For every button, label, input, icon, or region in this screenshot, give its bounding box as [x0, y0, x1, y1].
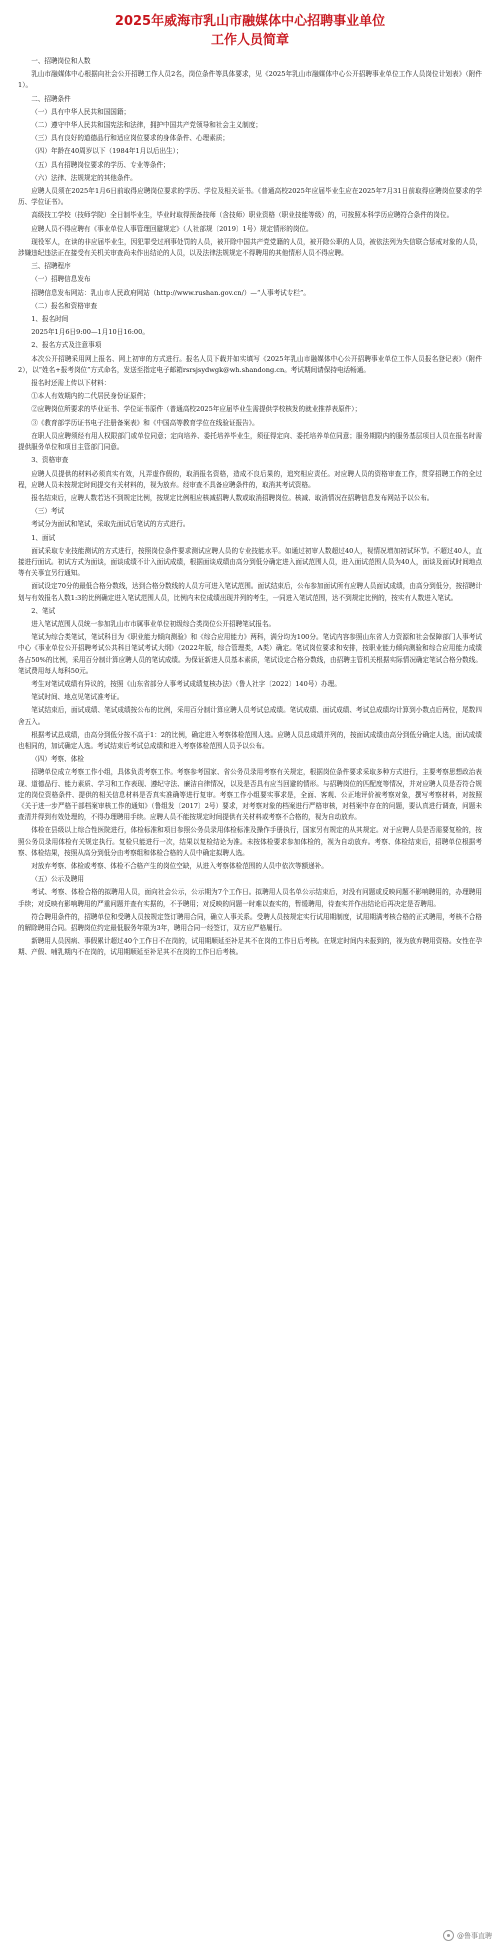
paragraph: （二）遵守中华人民共和国宪法和法律，拥护中国共产党领导和社会主义制度； [31, 121, 262, 130]
subsection-heading: 1、报名时间 [31, 315, 69, 324]
paragraph: 考试分为面试和笔试，采取先面试后笔试的方式进行。 [31, 520, 190, 529]
subsection-heading: 3、资格审查 [31, 456, 69, 465]
subsection-heading: （四）考察、体检 [31, 755, 84, 764]
watermark [443, 1930, 492, 1941]
paragraph: 应聘人员不得应聘有《事业单位人事管理回避规定》（人社部规〔2019〕1号）规定情形的岗位。 [31, 224, 313, 233]
paragraph: 体检在县级以上综合性医院进行，体检标准和项目参照公务员录用体检标准及操作手册执行，国家另有规定的从其规定。对于应聘人员是否需要复检的，按照公务员录用体检有关规定执行。复检只能进行一次，结果以复检结论为准。未按体检要求参加体检的，视为自动放弃。考察、体检结束后，招聘单位根据考察、体检结果，按照从高分到低分由考察组和体检合格的人员中确定拟聘人选。 [18, 826, 482, 857]
title-line-2: 工作人员简章 [210, 33, 289, 48]
paragraph: 报名时还需上传以下材料： [31, 379, 111, 388]
paragraph: 招聘信息发布网站：乳山市人民政府网站（http://www.rushan.gov.cn/）—“人事考试专栏”。 [31, 288, 310, 297]
paragraph: 对放弃考察、体检或考察、体检不合格产生的岗位空缺，从进入考察体检范围的人员中依次等额递补。 [31, 862, 328, 870]
subsection-heading: （二）报名和资格审查 [31, 301, 98, 310]
paragraph: （四）年龄在40周岁以下（1984年1月以后出生）； [31, 147, 183, 156]
paragraph: 进入笔试范围人员统一参加乳山市市属事业单位初级综合类岗位公开招聘笔试报名。 [31, 619, 276, 628]
paragraph: 根据考试总成绩，由高分到低分按不高于1：2的比例，确定进入考察体检范围人选。应聘人员总成绩并列的，按面试成绩由高分到低分确定人选，面试成绩也相同的，加试确定人选。考试结束后考试总成绩和进入考察体检范围人员予以公布。 [18, 730, 482, 750]
paragraph: （一）具有中华人民共和国国籍； [31, 107, 131, 116]
section-heading: 三、招聘程序 [31, 262, 71, 271]
paragraph: 笔试为综合类笔试，笔试科目为《职业能力倾向测验》和《综合应用能力》两科，满分均为100分。笔试内容参照山东省人力资源和社会保障部门人事考试中心《事业单位公开招聘考试公共科目笔试考试大纲》（2022年版，综合管理类，A类）确定。笔试岗位要求和安排，按职业能力倾向测验和综合应用能力成绩各占50%的比例，采用百分制计算应聘人员的笔试成绩。为保证新进人员基本素质，笔试设定合格分数线，由招聘主管机关根据实际情况确定笔试合格分数线。笔试费用每人每科50元。 [18, 633, 482, 675]
section-heading: 二、招聘条件 [31, 94, 71, 103]
paragraph: （五）具有招聘岗位要求的学历、专业等条件； [31, 160, 170, 169]
paragraph: 报名结束后，应聘人数若达不到规定比例，按规定比例相应核减招聘人数或取消招聘岗位。核减、取消情况在招聘信息发布网站予以公布。 [31, 493, 434, 502]
subsection-heading: 2、笔试 [31, 606, 56, 615]
paragraph: 面试采取专业技能测试的方式进行，按照岗位条件要求测试应聘人员的专业技能水平。如通过初审人数超过40人，视情况增加初试环节。不超过40人，直接进行面试。初试方式为面谈，面谈成绩不计入面试成绩，根据面谈成绩由高分到低分确定进入面试范围人员，进入面试范围人员为40人，面谈及面试时间地点等有关事宜另行通知。 [18, 546, 482, 578]
document-title [18, 12, 482, 50]
paragraph: 高级技工学校（技师学院）全日制毕业生，毕业时取得预备技师（含技师）职业资格（职业技能等级）的，可按照本科学历应聘符合条件的岗位。 [31, 211, 454, 220]
subsection-heading: 1、面试 [31, 533, 56, 542]
paragraph: （三）具有良好的道德品行和适应岗位要求的身体条件、心理素质； [31, 134, 229, 143]
title-line-1: 2025年威海市乳山市融媒体中心招聘事业单位 [114, 14, 386, 29]
paragraph: 考生对笔试成绩有异议的，按照《山东省部分人事考试成绩复核办法》（鲁人社字〔2022〕140号）办理。 [31, 679, 341, 688]
paragraph: 招聘单位成立考察工作小组，具体负责考察工作。考察参考国家、省公务员录用考察有关规定，根据岗位条件要求采取多种方式进行，主要考察思想政治表现、道德品行、能力素质、学习和工作表现、遵纪守法、廉洁自律情况，以及是否具有应当回避的情形。与招聘岗位的匹配度等情况，并对应聘人员是否符合规定的岗位资格条件、提供的相关信息材料是否真实准确等进行复审。考察工作小组要实事求是，全面、客观、公正地评价被考察对象，撰写考察材料，对按照《关于进一步严格干部档案审核工作的通知》（鲁组发〔2017〕2号）要求，对考察对象的档案进行严格审核，对档案中存在的问题，要认真进行调查，问题未查清并得到有效处理的，不得办理聘用手续。应聘人员不能按规定时间提供有关材料或考察不合格的，视为自动放弃。 [18, 768, 482, 822]
paragraph: ③《教育部学历证书电子注册备案表》和《中国高等教育学位在线验证报告》。 [31, 418, 259, 427]
paragraph: ②应聘岗位所要求的毕业证书、学位证书原件（普通高校2025年应届毕业生需提供学校核发的就业推荐表原件）； [31, 405, 362, 414]
paragraph: 面试设定70分的最低合格分数线，达到合格分数线的人员方可进入笔试范围。面试结束后，公布参加面试所有应聘人员面试成绩，由高分到低分，按招聘计划与有效报名人数1:3的比例确定进入笔试范围人员，比例内末位成绩出现并列的考生，一同进入笔试范围，达不到规定比例的，按实有人数进入笔试。 [18, 582, 482, 602]
weibo-logo-icon [443, 1930, 454, 1941]
paragraph: 应聘人员提供的材料必须真实有效，凡弄虚作假的，取消报名资格，造成不良后果的，追究相应责任。对应聘人员的资格审查工作，贯穿招聘工作的全过程，应聘人员未按规定时间提交有关材料的，视为放弃。经审查不具备应聘条件的，取消其考试资格。 [18, 469, 482, 489]
paragraph: 本次公开招聘采用网上报名、网上初审的方式进行。报名人员下载并如实填写《2025年乳山市融媒体中心公开招聘事业单位工作人员报名登记表》（附件2），以“姓名+报考岗位”方式命名，发送至指定电子邮箱rsrsjsydwgk@wh.shandong.cn。考试期间请保持电话畅通。 [18, 354, 482, 374]
paragraph: 在职人员应聘须经有用人权限部门或单位同意；定向培养、委托培养毕业生，须征得定向、委托培养单位同意；服务期限内的服务基层项目人员在报名时需提供服务单位和项目主管部门同意。 [18, 431, 482, 452]
paragraph: 乳山市融媒体中心根据向社会公开招聘工作人员2名，岗位条件等具体要求，见《2025年乳山市融媒体中心公开招聘事业单位工作人员岗位计划表》（附件1）。 [18, 70, 482, 90]
paragraph: 笔试结束后，面试成绩、笔试成绩按公布的比例，采用百分制计算应聘人员考试总成绩。笔试成绩、面试成绩、考试总成绩均计算到小数点后两位，尾数四舍五入。 [18, 706, 482, 726]
subsection-heading: 2、报名方式及注意事项 [31, 341, 102, 350]
document-body [18, 56, 482, 959]
paragraph: 笔试时间、地点见笔试准考证。 [31, 693, 124, 702]
subsection-heading: （一）招聘信息发布 [31, 275, 91, 284]
paragraph: 应聘人员须在2025年1月6日前取得应聘岗位要求的学历、学位及相关证书。《普通高校2025年应届毕业生应在2025年7月31日前取得应聘岗位要求的学历、学位证书》。 [18, 187, 482, 207]
subsection-heading: （三）考试 [31, 507, 65, 516]
paragraph: 2025年1月6日9:00—1月10日16:00。 [31, 328, 149, 337]
paragraph: （六）法律、法规规定的其他条件。 [31, 173, 137, 182]
section-heading: 一、招聘岗位和人数 [31, 57, 91, 65]
paragraph: ①本人有效期内的二代居民身份证原件； [31, 392, 150, 401]
paragraph: 现役军人，在读的非应届毕业生，因犯罪受过刑事处罚的人员，被开除中国共产党党籍的人员，被开除公职的人员，被依法列为失信联合惩戒对象的人员，涉嫌违纪违法正在接受有关机关审查尚未作出结论的人员，以及法律法规规定不得聘用的其他情形人员不得应聘。 [18, 237, 482, 258]
paragraph: 符合聘用条件的，招聘单位和受聘人员按规定签订聘用合同，确立人事关系。受聘人员按规定实行试用期制度，试用期满考核合格的正式聘用，考核不合格的解除聘用合同。招聘岗位约定最低服务年限为3年，聘用合同一经签订，双方应严格履行。 [18, 912, 482, 933]
paragraph: 考试、考察、体检合格的拟聘用人员，面向社会公示，公示期为7个工作日。拟聘用人员名单公示结束后，对没有问题或反映问题不影响聘用的，办理聘用手续；对反映有影响聘用的严重问题并查有实据的，不予聘用；对反映的问题一时难以查实的，暂缓聘用，待查实并作出结论后再决定是否聘用。 [18, 888, 482, 908]
subsection-heading: （五）公示及聘用 [31, 875, 84, 884]
watermark-text: @鲁事直聘 [457, 1931, 492, 1940]
paragraph: 新聘用人员因病、事假累计超过40个工作日不在岗的，试用期顺延至补足其不在岗的工作日后考核。在规定时间内未报到的，视为放弃聘用资格。女性在孕期、产假、哺乳期内不在岗的，试用期顺延至补足其不在岗的工作日后考核。 [18, 937, 482, 957]
